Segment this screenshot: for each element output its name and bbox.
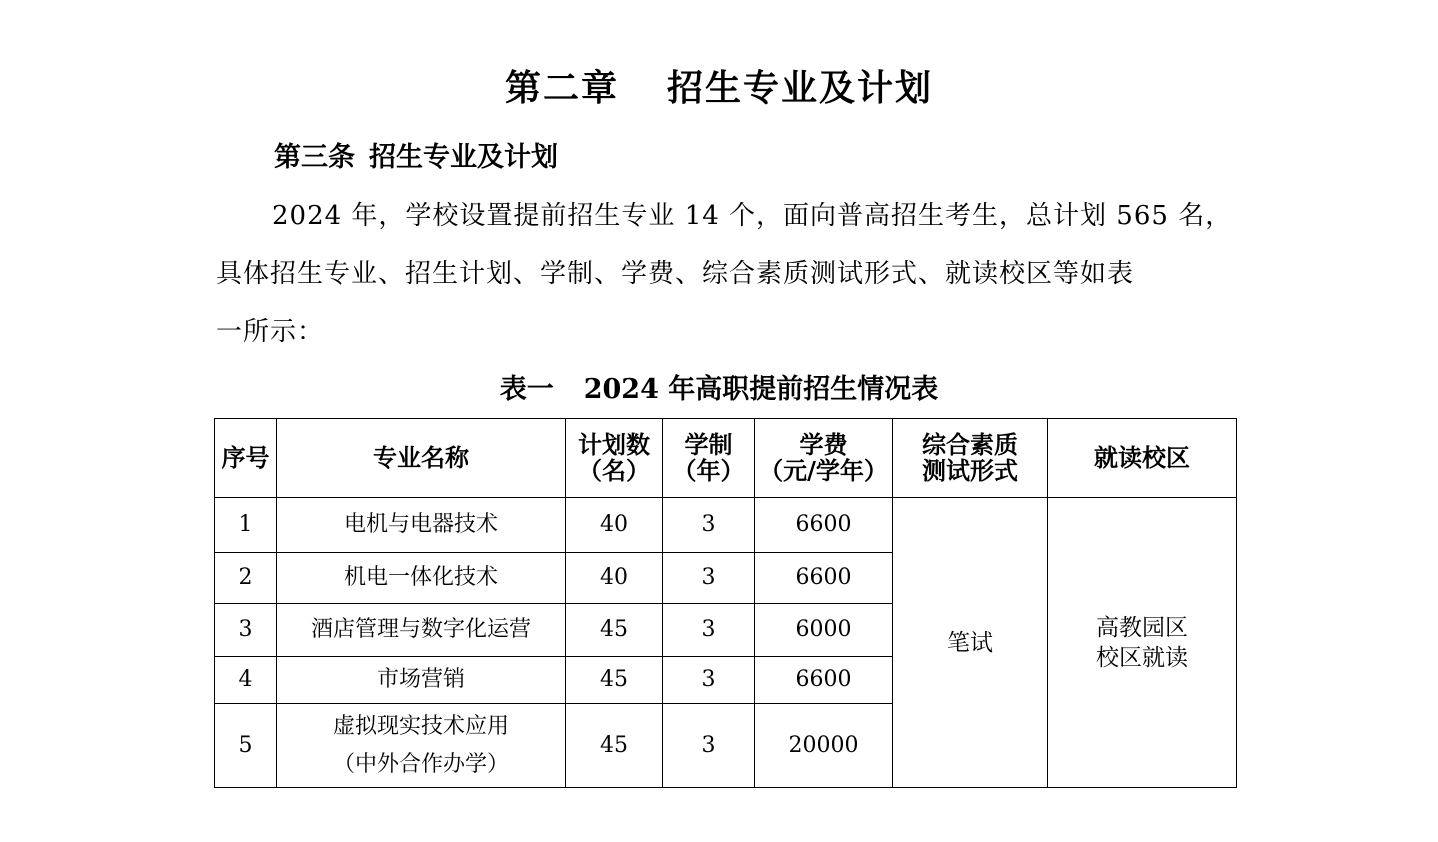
cell-fee: 6600 xyxy=(755,657,893,704)
cell-seq: 3 xyxy=(215,604,277,657)
cell-major xyxy=(277,704,566,788)
cell-duration: 3 xyxy=(663,604,755,657)
header-duration-line1: 学制 xyxy=(684,430,733,459)
header-test-form xyxy=(893,419,1048,498)
header-duration-line2: （年） xyxy=(672,456,745,485)
cell-test-form: 笔试 xyxy=(893,498,1048,788)
cell-plan: 40 xyxy=(566,553,663,604)
cell-duration: 3 xyxy=(663,553,755,604)
cell-duration: 3 xyxy=(663,704,755,788)
article-heading xyxy=(274,138,558,178)
cell-fee: 20000 xyxy=(755,704,893,788)
article-number: 第三条 xyxy=(274,142,355,173)
table-caption-title: 2024 年高职提前招生情况表 xyxy=(583,374,939,405)
cell-campus xyxy=(1048,498,1237,788)
cell-seq: 4 xyxy=(215,657,277,704)
paragraph-line-1: 2024 年，学校设置提前招生专业 14 个，面向普高招生考生，总计划 565 名， xyxy=(272,201,1233,231)
chapter-name: 招生专业及计划 xyxy=(667,67,934,109)
campus-line2: 校区就读 xyxy=(1096,644,1188,671)
table-header-row xyxy=(215,419,1237,498)
cell-duration: 3 xyxy=(663,498,755,553)
cell-fee: 6600 xyxy=(755,498,893,553)
chapter-title xyxy=(0,64,1438,112)
enrollment-plan-table xyxy=(214,418,1237,788)
paragraph-line-3: 一所示： xyxy=(216,317,325,347)
header-fee xyxy=(755,419,893,498)
cell-plan: 40 xyxy=(566,498,663,553)
header-test-line1: 综合素质 xyxy=(922,430,1018,459)
cell-fee: 6000 xyxy=(755,604,893,657)
table-caption xyxy=(0,370,1438,410)
cell-duration: 3 xyxy=(663,657,755,704)
header-major: 专业名称 xyxy=(277,419,566,498)
major-line1: 虚拟现实技术应用 xyxy=(332,713,509,739)
chapter-number: 第二章 xyxy=(504,67,619,109)
cell-fee: 6600 xyxy=(755,553,893,604)
header-plan-line1: 计划数 xyxy=(578,430,650,459)
header-fee-line2: （元/学年） xyxy=(759,456,888,485)
cell-seq: 5 xyxy=(215,704,277,788)
header-plan-line2: （名） xyxy=(578,456,650,485)
campus-line1: 高教园区 xyxy=(1096,614,1188,641)
cell-plan: 45 xyxy=(566,604,663,657)
cell-seq: 2 xyxy=(215,553,277,604)
cell-plan: 45 xyxy=(566,657,663,704)
cell-major: 电机与电器技术 xyxy=(277,498,566,553)
header-campus: 就读校区 xyxy=(1048,419,1237,498)
header-plan xyxy=(566,419,663,498)
cell-major: 酒店管理与数字化运营 xyxy=(277,604,566,657)
cell-major: 市场营销 xyxy=(277,657,566,704)
header-duration xyxy=(663,419,755,498)
table-caption-prefix: 表一 xyxy=(499,374,554,405)
article-name: 招生专业及计划 xyxy=(369,142,558,173)
paragraph-line-2: 具体招生专业、招生计划、学制、学费、综合素质测试形式、就读校区等如表 xyxy=(216,259,1135,289)
cell-major: 机电一体化技术 xyxy=(277,553,566,604)
table-row xyxy=(215,498,1237,553)
cell-plan: 45 xyxy=(566,704,663,788)
major-line2: （中外合作办学） xyxy=(332,751,509,777)
cell-seq: 1 xyxy=(215,498,277,553)
header-seq: 序号 xyxy=(215,419,277,498)
header-test-line2: 测试形式 xyxy=(922,456,1018,485)
header-fee-line1: 学费 xyxy=(799,430,848,459)
